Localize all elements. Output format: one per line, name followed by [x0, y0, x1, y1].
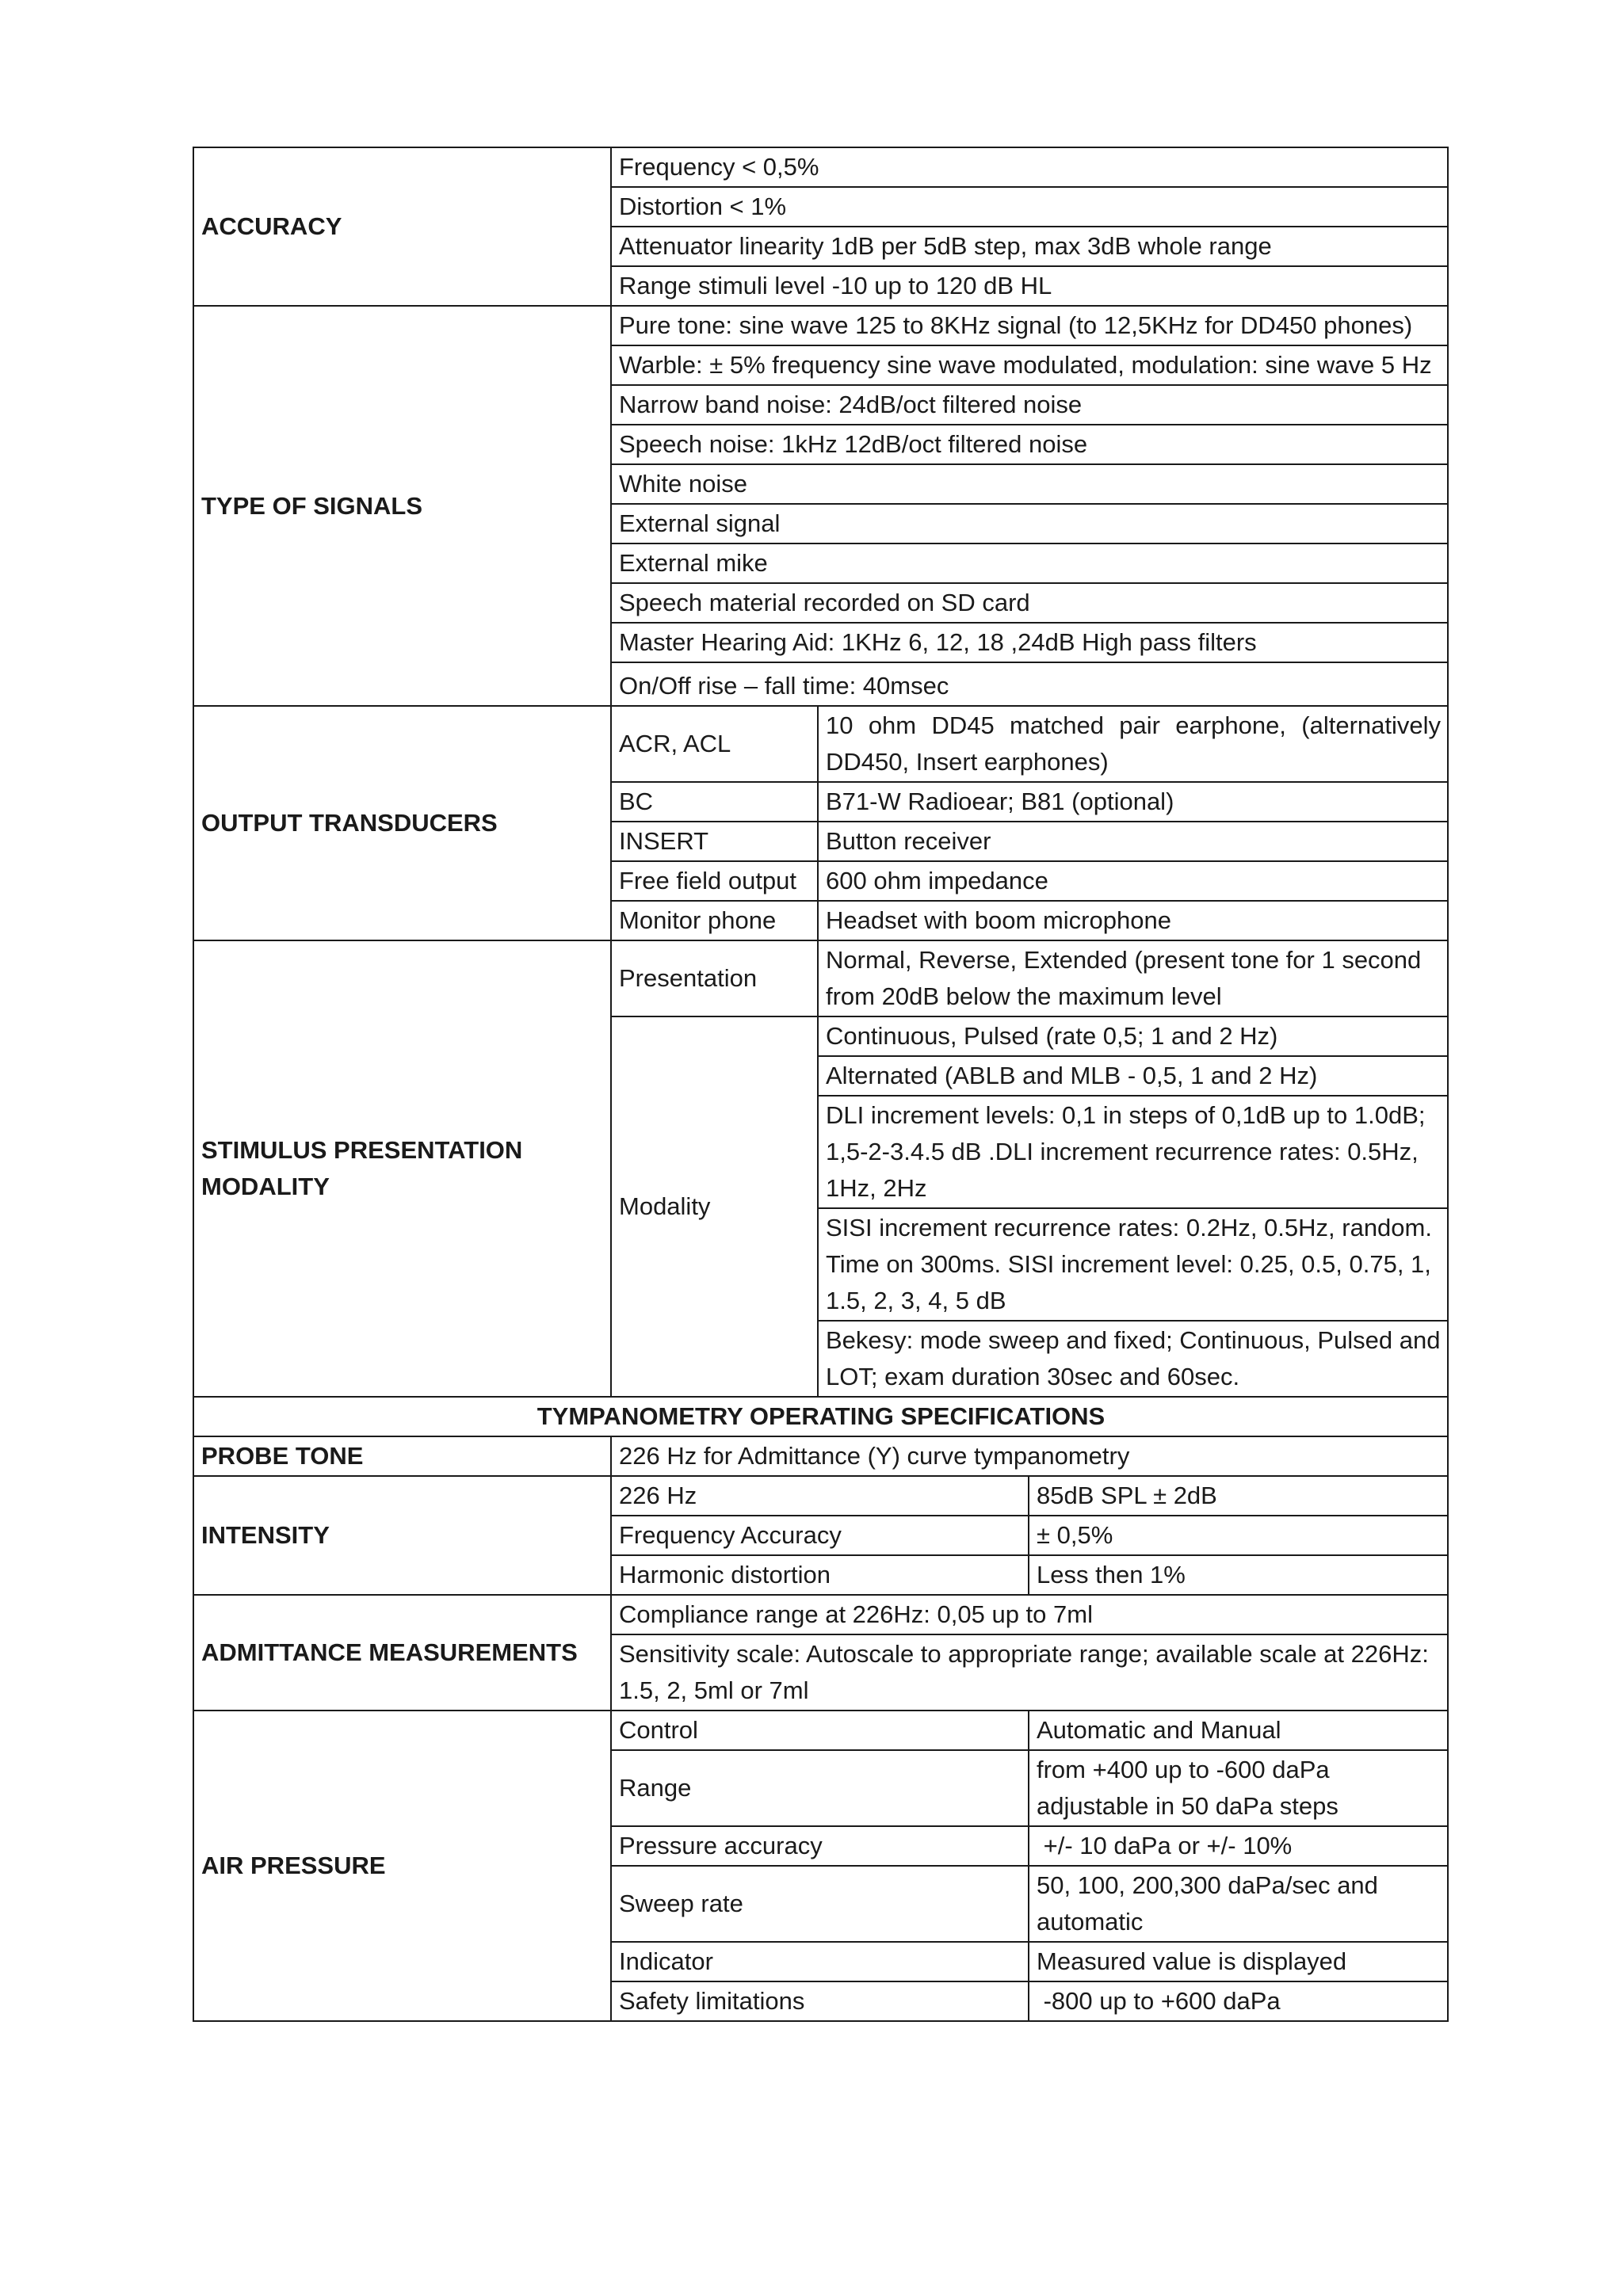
- transducer-name: Free field output: [611, 861, 818, 901]
- air-pressure-name: Safety limitations: [611, 1981, 1029, 2021]
- signal-white-noise: White noise: [611, 464, 1448, 504]
- intensity-name: 226 Hz: [611, 1476, 1029, 1516]
- signals-label: TYPE OF SIGNALS: [193, 306, 611, 706]
- air-pressure-value: +/- 10 daPa or +/- 10%: [1029, 1826, 1448, 1866]
- probe-tone-value: 226 Hz for Admittance (Y) curve tympanometry: [611, 1436, 1448, 1476]
- table-row: [193, 1397, 1448, 1436]
- modality-value: Alternated (ABLB and MLB - 0,5, 1 and 2 Hz): [818, 1056, 1448, 1096]
- air-pressure-name: Sweep rate: [611, 1866, 1029, 1942]
- admittance-label: ADMITTANCE MEASUREMENTS: [193, 1595, 611, 1711]
- specifications-table: [193, 147, 1449, 2022]
- accuracy-distortion: Distortion < 1%: [611, 187, 1448, 227]
- transducer-value: Button receiver: [818, 822, 1448, 861]
- accuracy-label: ACCURACY: [193, 147, 611, 306]
- accuracy-attenuator: Attenuator linearity 1dB per 5dB step, max 3dB whole range: [611, 227, 1448, 266]
- presentation-value: Normal, Reverse, Extended (present tone for 1 second from 20dB below the maximum level: [818, 940, 1448, 1016]
- air-pressure-value: from +400 up to -600 daPa adjustable in 50 daPa steps: [1029, 1750, 1448, 1826]
- transducer-value: B71-W Radioear; B81 (optional): [818, 782, 1448, 822]
- signal-speech-material: Speech material recorded on SD card: [611, 583, 1448, 623]
- intensity-value: Less then 1%: [1029, 1555, 1448, 1595]
- table-row: [193, 147, 1448, 187]
- admittance-compliance: Compliance range at 226Hz: 0,05 up to 7ml: [611, 1595, 1448, 1634]
- transducer-value: Headset with boom microphone: [818, 901, 1448, 940]
- admittance-sensitivity: Sensitivity scale: Autoscale to appropriate range; available scale at 226Hz: 1.5, 2, 5ml or 7ml: [611, 1634, 1448, 1711]
- tympanometry-section-title: TYMPANOMETRY OPERATING SPECIFICATIONS: [193, 1397, 1448, 1436]
- signal-warble: Warble: ± 5% frequency sine wave modulated, modulation: sine wave 5 Hz: [611, 345, 1448, 385]
- modality-label: Modality: [611, 1016, 818, 1397]
- probe-tone-label: PROBE TONE: [193, 1436, 611, 1476]
- intensity-label: INTENSITY: [193, 1476, 611, 1595]
- table-row: [193, 706, 1448, 782]
- signal-speech-noise: Speech noise: 1kHz 12dB/oct filtered noise: [611, 425, 1448, 464]
- signal-master-hearing-aid: Master Hearing Aid: 1KHz 6, 12, 18 ,24dB High pass filters: [611, 623, 1448, 662]
- transducer-name: BC: [611, 782, 818, 822]
- modality-value: Continuous, Pulsed (rate 0,5; 1 and 2 Hz): [818, 1016, 1448, 1056]
- signal-narrow-band: Narrow band noise: 24dB/oct filtered noise: [611, 385, 1448, 425]
- modality-value: SISI increment recurrence rates: 0.2Hz, 0.5Hz, random. Time on 300ms. SISI increment level: 0.25, 0.5, 0.75, 1, 1.5, 2, 3, 4, 5 dB: [818, 1208, 1448, 1321]
- air-pressure-name: Indicator: [611, 1942, 1029, 1981]
- table-row: [193, 1476, 1448, 1516]
- intensity-value: ± 0,5%: [1029, 1516, 1448, 1555]
- signal-external-mike: External mike: [611, 543, 1448, 583]
- transducer-name: ACR, ACL: [611, 706, 818, 782]
- table-row: [193, 1436, 1448, 1476]
- table-row: [193, 306, 1448, 345]
- modality-value: Bekesy: mode sweep and fixed; Continuous, Pulsed and LOT; exam duration 30sec and 60sec.: [818, 1321, 1448, 1397]
- transducer-name: INSERT: [611, 822, 818, 861]
- table-row: [193, 940, 1448, 1016]
- presentation-label: Presentation: [611, 940, 818, 1016]
- intensity-value: 85dB SPL ± 2dB: [1029, 1476, 1448, 1516]
- accuracy-frequency: Frequency < 0,5%: [611, 147, 1448, 187]
- air-pressure-name: Control: [611, 1711, 1029, 1750]
- air-pressure-name: Pressure accuracy: [611, 1826, 1029, 1866]
- air-pressure-value: Measured value is displayed: [1029, 1942, 1448, 1981]
- air-pressure-value: Automatic and Manual: [1029, 1711, 1448, 1750]
- transducer-name: Monitor phone: [611, 901, 818, 940]
- modality-value: DLI increment levels: 0,1 in steps of 0,1dB up to 1.0dB; 1,5-2-3.4.5 dB .DLI increment recurrence rates: 0.5Hz, 1Hz, 2Hz: [818, 1096, 1448, 1208]
- transducers-label: OUTPUT TRANSDUCERS: [193, 706, 611, 940]
- accuracy-range: Range stimuli level -10 up to 120 dB HL: [611, 266, 1448, 306]
- transducer-value: 10 ohm DD45 matched pair earphone, (alternatively DD450, Insert earphones): [818, 706, 1448, 782]
- table-row: [193, 1595, 1448, 1634]
- transducer-value: 600 ohm impedance: [818, 861, 1448, 901]
- table-row: [193, 1711, 1448, 1750]
- intensity-name: Harmonic distortion: [611, 1555, 1029, 1595]
- stimulus-label: STIMULUS PRESENTATION MODALITY: [193, 940, 611, 1397]
- signal-external-signal: External signal: [611, 504, 1448, 543]
- intensity-name: Frequency Accuracy: [611, 1516, 1029, 1555]
- air-pressure-value: 50, 100, 200,300 daPa/sec and automatic: [1029, 1866, 1448, 1942]
- signal-on-off: On/Off rise – fall time: 40msec: [611, 662, 1448, 706]
- air-pressure-value: -800 up to +600 daPa: [1029, 1981, 1448, 2021]
- signal-pure-tone: Pure tone: sine wave 125 to 8KHz signal (to 12,5KHz for DD450 phones): [611, 306, 1448, 345]
- air-pressure-name: Range: [611, 1750, 1029, 1826]
- air-pressure-label: AIR PRESSURE: [193, 1711, 611, 2021]
